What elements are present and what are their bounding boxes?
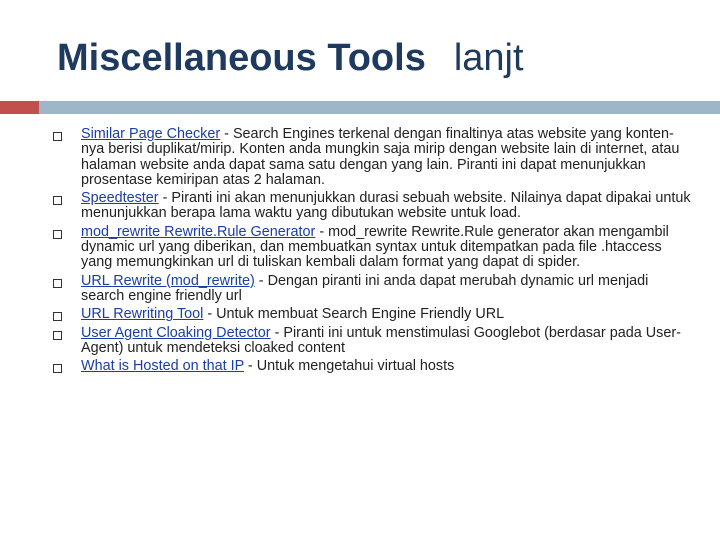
hollow-square-bullet-icon [53,230,62,239]
hollow-square-bullet-icon [53,132,62,141]
tool-link-user-agent-cloaking-detector[interactable]: User Agent Cloaking Detector [81,324,271,341]
tool-link-what-is-hosted[interactable]: What is Hosted on that IP [81,358,244,375]
hollow-square-bullet-icon [53,279,62,288]
hollow-square-bullet-icon [53,312,62,321]
list-item [53,127,693,188]
list-item [53,326,693,357]
tool-description: - Untuk membuat Search Engine Friendly URL [203,306,505,323]
tool-link-speedtester[interactable]: Speedtester [81,190,159,207]
title-rule-bar [39,101,720,114]
tool-list [53,127,693,377]
hollow-square-bullet-icon [53,331,62,340]
tool-description: - Untuk mengetahui virtual hosts [243,358,455,375]
tool-link-url-rewrite[interactable]: URL Rewrite (mod_rewrite) [81,272,255,289]
tool-link-url-rewriting-tool[interactable]: URL Rewriting Tool [81,306,204,323]
hollow-square-bullet-icon [53,364,62,373]
hollow-square-bullet-icon [53,196,62,205]
list-item [53,225,693,271]
tool-link-similar-page-checker[interactable]: Similar Page Checker [81,126,221,142]
list-item [53,307,693,322]
tool-link-rewrite-rule-generator[interactable]: mod_rewrite Rewrite.Rule Generator [81,223,316,240]
tool-description: - Search Engines terkenal dengan finaltinya atas website yang konten-nya berisi duplikat/mirip. Konten anda mungkin saja mirip dengan website lain di internet, atau halaman website anda dapat sama satu dengan yang lain. Piranti ini dapat menunjukkan prosentase kemiripan atas 2 halaman. [81,126,680,188]
tool-description: - Piranti ini akan menunjukkan durasi sebuah website. Nilainya dapat dipakai untuk menunjukkan berapa lama waktu yang dibutukan website untuk load. [81,190,691,222]
slide-title [57,34,524,82]
title-rule-accent [0,101,39,114]
tool-description: - Piranti ini untuk menstimulasi Googlebot (berdasar pada User-Agent) untuk mendeteksi cloaked content [81,324,681,356]
list-item [53,191,693,222]
tool-description: - Dengan piranti ini anda dapat merubah dynamic url menjadi search engine friendly url [81,272,649,304]
list-item [53,359,693,374]
list-item [53,274,693,305]
slide-title-suffix: lanjt [453,37,524,79]
tool-description: - mod_rewrite Rewrite.Rule generator akan mengambil dynamic url yang diberikan, dan membuatkan syntax untuk ditempatkan pada file .htaccess yang memungkinkan url di tuliskan kembali dalam format yang dapat di spider. [81,223,669,271]
slide-title-main: Miscellaneous Tools [57,37,426,79]
